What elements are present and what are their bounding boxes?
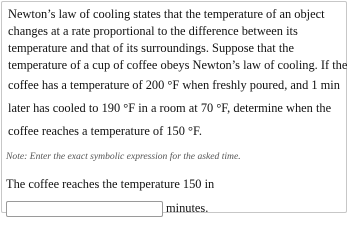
problem-line-1: Newton’s law of cooling states that the temperature of an object <box>8 7 325 21</box>
answer-row <box>6 199 208 218</box>
answer-unit: minutes. <box>166 201 209 215</box>
problem-statement <box>8 6 348 143</box>
problem-line-4: temperature of a cup of coffee obeys Newton’s law of cooling. If the <box>8 58 348 72</box>
problem-line-5: coffee has a temperature of 200 °F when freshly poured, and 1 min <box>8 78 340 92</box>
problem-line-6: later has cooled to 190 °F in a room at 70 °F, determine when the <box>8 101 332 115</box>
instruction-note: Note: Enter the exact symbolic expression for the asked time. <box>6 151 241 162</box>
problem-line-3: temperature and that of its surroundings. Suppose that the <box>8 41 294 55</box>
answer-input[interactable] <box>6 201 163 217</box>
answer-prompt: The coffee reaches the temperature 150 in <box>6 177 215 191</box>
problem-line-7: coffee reaches a temperature of 150 °F. <box>8 124 202 138</box>
problem-line-2: changes at a rate proportional to the difference between its <box>8 24 298 38</box>
